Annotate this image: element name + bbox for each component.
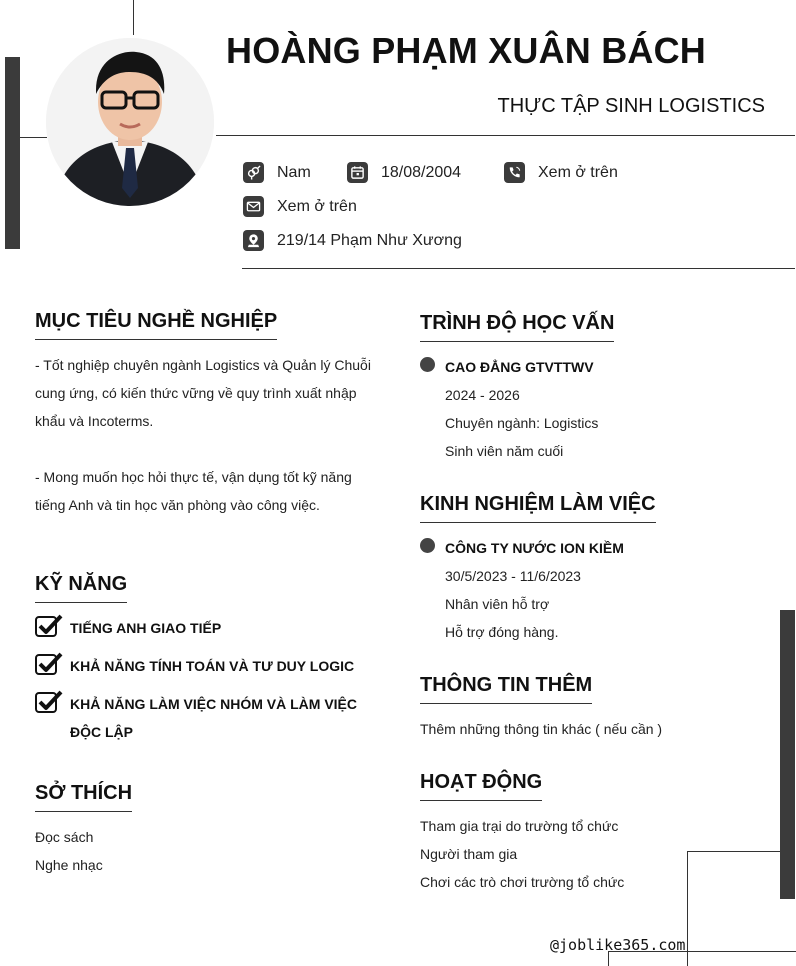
calendar-icon — [347, 162, 368, 183]
candidate-name: HOÀNG PHẠM XUÂN BÁCH — [226, 30, 706, 71]
avatar — [46, 38, 214, 206]
hobbies-list — [35, 823, 103, 879]
phone-icon — [504, 162, 525, 183]
hobby-item: Đọc sách — [35, 829, 94, 845]
skill-label: TIẾNG ANH GIAO TIẾP — [70, 620, 222, 636]
contact-gender — [243, 162, 311, 183]
contact-email — [243, 196, 357, 217]
checkbox-checked-icon — [35, 614, 63, 638]
bullet-dot — [420, 538, 435, 553]
hobby-item: Nghe nhạc — [35, 857, 103, 873]
address-value: 219/14 Phạm Như Xương — [277, 231, 462, 249]
hobbies-title: SỞ THÍCH — [35, 782, 132, 812]
corner-frame-left — [687, 851, 688, 966]
header-divider — [216, 135, 795, 136]
profile-photo — [46, 38, 214, 206]
experience-description: Hỗ trợ đóng hàng. — [445, 624, 559, 640]
objective-line: tiếng Anh và tin học văn phòng vào công việc. — [35, 497, 320, 513]
watermark: @joblike365.com — [550, 936, 686, 954]
objective-line — [35, 435, 380, 463]
education-title: TRÌNH ĐỘ HỌC VẤN — [420, 312, 614, 342]
objective-line: cung ứng, có kiến thức vững về quy trình xuất nhập — [35, 385, 357, 401]
contact-address — [243, 230, 462, 251]
experience-title: KINH NGHIỆM LÀM VIỆC — [420, 493, 656, 523]
education-major: Chuyên ngành: Logistics — [445, 415, 599, 431]
objective-text — [35, 351, 380, 519]
skill-item — [35, 690, 385, 746]
contact-divider — [242, 268, 795, 269]
skill-item — [35, 652, 385, 680]
activities-title: HOẠT ĐỘNG — [420, 771, 542, 801]
activities-list — [420, 812, 624, 896]
contact-birthday — [347, 162, 461, 183]
extra-info-text: Thêm những thông tin khác ( nếu cần ) — [420, 721, 663, 737]
birthday-value: 18/08/2004 — [381, 163, 462, 181]
email-value: Xem ở trên — [277, 197, 357, 215]
top-vertical-line — [133, 0, 134, 35]
school-name: CAO ĐẲNG GTVTTWV — [445, 359, 594, 375]
experience-period: 30/5/2023 - 11/6/2023 — [445, 568, 581, 584]
job-title: THỰC TẬP SINH LOGISTICS — [497, 95, 765, 117]
mail-icon — [243, 196, 264, 217]
corner-frame-top — [687, 851, 780, 852]
skill-item — [35, 614, 385, 642]
extra-info-title: THÔNG TIN THÊM — [420, 674, 592, 704]
bullet-dot — [420, 357, 435, 372]
left-horizontal-line — [20, 137, 47, 138]
gender-value: Nam — [277, 163, 311, 181]
experience-details — [445, 534, 624, 646]
right-accent-bar — [780, 610, 795, 899]
activity-item: Chơi các trò chơi trường tổ chức — [420, 874, 625, 890]
objective-line: - Tốt nghiệp chuyên ngành Logistics và Quản lý Chuỗi — [35, 357, 371, 373]
checkbox-checked-icon — [35, 652, 63, 676]
objective-title: MỤC TIÊU NGHỀ NGHIỆP — [35, 310, 277, 340]
location-icon — [243, 230, 264, 251]
gender-icon — [243, 162, 264, 183]
company-name: CÔNG TY NƯỚC ION KIỀM — [445, 540, 624, 556]
education-status: Sinh viên năm cuối — [445, 443, 564, 459]
objective-line: - Mong muốn học hỏi thực tế, vận dụng tốt kỹ năng — [35, 469, 352, 485]
activity-item: Tham gia trại do trường tổ chức — [420, 818, 619, 834]
skills-title: KỸ NĂNG — [35, 573, 127, 603]
experience-position: Nhân viên hỗ trợ — [445, 596, 550, 612]
education-period: 2024 - 2026 — [445, 387, 520, 403]
education-details — [445, 353, 598, 465]
phone-value: Xem ở trên — [538, 163, 618, 181]
objective-line: khẩu và Incoterms. — [35, 413, 154, 429]
skill-label: KHẢ NĂNG LÀM VIỆC NHÓM VÀ LÀM VIỆC ĐỘC LẬP — [70, 696, 357, 740]
checkbox-checked-icon — [35, 690, 63, 714]
contact-phone — [504, 162, 618, 183]
activity-item: Người tham gia — [420, 846, 518, 862]
skill-label: KHẢ NĂNG TÍNH TOÁN VÀ TƯ DUY LOGIC — [70, 658, 355, 674]
left-accent-bar — [5, 57, 20, 249]
